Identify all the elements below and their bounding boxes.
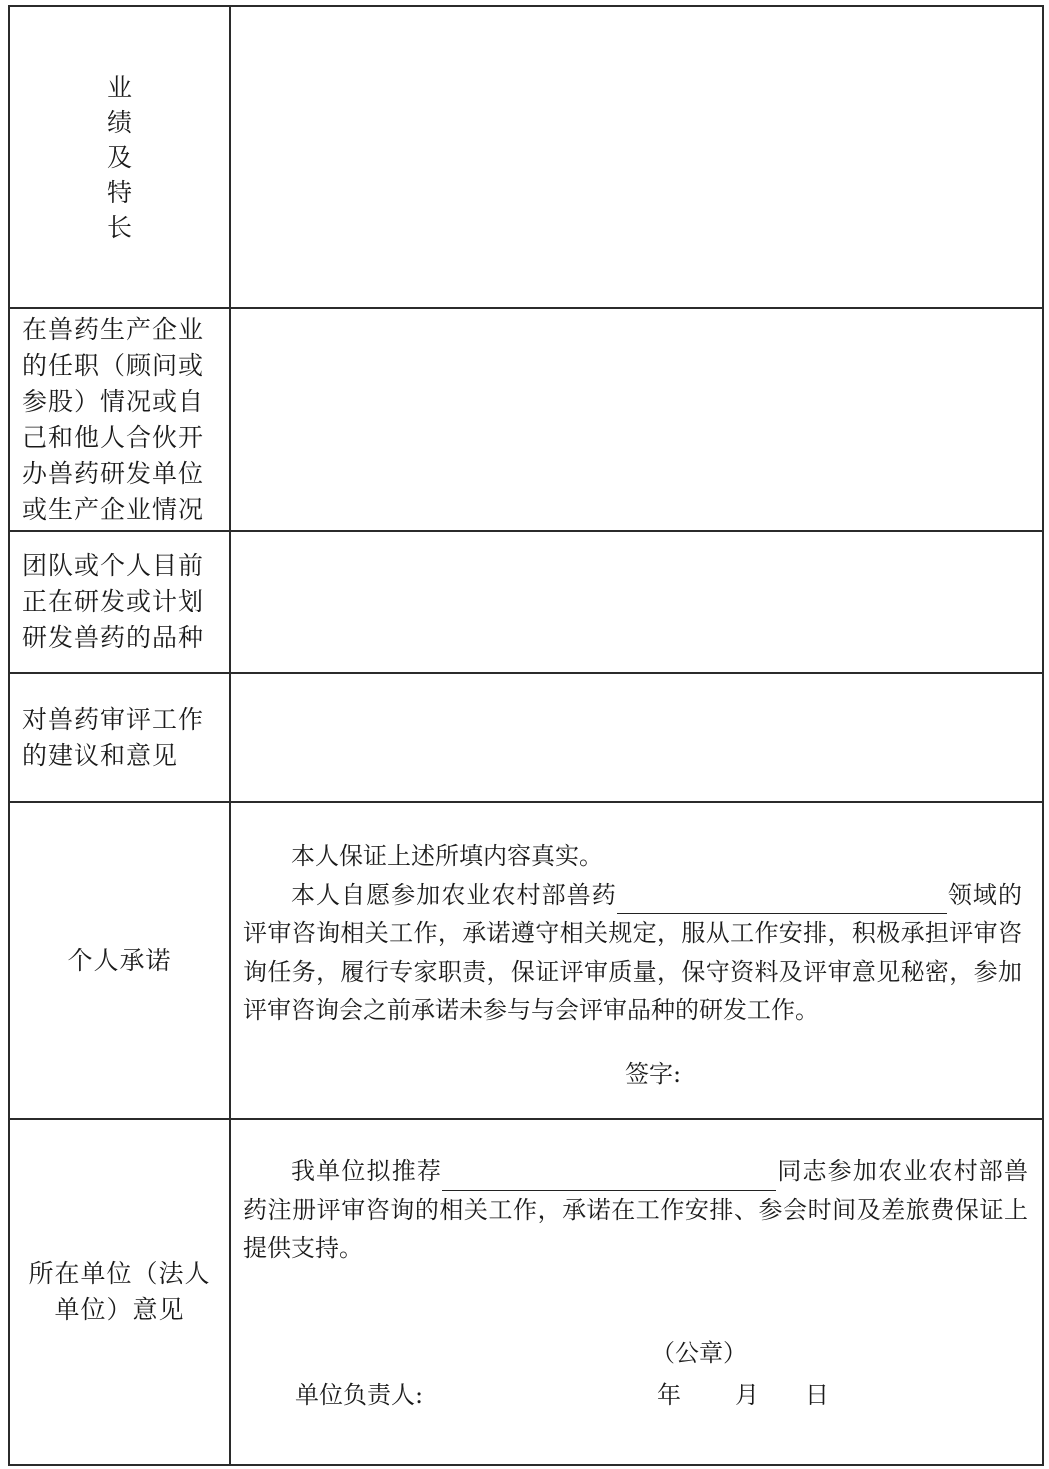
date-line	[657, 1376, 829, 1415]
label-achievements	[9, 6, 230, 308]
pledge-label: 个人承诺	[67, 945, 172, 975]
date-day-label: 日	[805, 1381, 829, 1409]
domain-blank-field[interactable]	[617, 885, 947, 914]
row-enterprise-positions	[9, 308, 1043, 531]
row-suggestions	[9, 673, 1043, 802]
row-pledge	[9, 802, 1043, 1119]
label-line: 所在单位（法人	[28, 1259, 211, 1288]
row-achievements	[9, 6, 1043, 308]
pledge-para-2-lead: 本人自愿参加农业农村部兽药	[291, 880, 617, 909]
unit-opinion-text	[243, 1152, 1028, 1268]
label-enterprise-positions	[9, 308, 230, 531]
field-enterprise-positions[interactable]	[230, 308, 1043, 531]
label-line: 团队或个人目前	[22, 551, 205, 580]
label-line: 对兽药审评工作	[22, 704, 205, 734]
unit-opinion-lead: 我单位拟推荐	[291, 1157, 443, 1185]
field-achievements[interactable]	[230, 6, 1043, 308]
label-line: 或生产企业情况	[22, 494, 205, 524]
label-char: 特	[106, 177, 132, 207]
vertical-label-achievements	[10, 70, 229, 245]
label-char: 业	[106, 72, 132, 102]
label-line: 的任职（顾问或	[22, 350, 205, 380]
seal-label: （公章）	[651, 1339, 747, 1367]
unit-opinion-rest: 同志参加农业农村部兽药注册评审咨询的相关工作，承诺在工作安排、参会时间及差旅费保证上提供支持。	[243, 1157, 1028, 1262]
label-line: 己和他人合伙开	[22, 422, 205, 452]
label-line: 研发兽药的品种	[22, 623, 205, 652]
label-research-varieties	[9, 531, 230, 673]
row-unit-opinion	[9, 1119, 1043, 1465]
label-line: 的建议和意见	[22, 740, 179, 770]
unit-head-line	[295, 1376, 423, 1415]
pledge-content	[230, 802, 1043, 1119]
label-line: 参股）情况或自	[22, 386, 205, 416]
row-research-varieties	[9, 531, 1043, 673]
pledge-para-2-rest: 领域的评审咨询相关工作，承诺遵守相关规定，服从工作安排，积极承担评审咨询任务，履行专家职责，保证评审质量，保守资料及评审意见秘密，参加评审咨询会之前承诺未参与与会评审品种的研发工作。	[243, 880, 1022, 1024]
label-unit-opinion	[9, 1119, 230, 1465]
nominee-name-blank-field[interactable]	[442, 1162, 776, 1191]
pledge-para-1: 本人保证上述所填内容真实。	[291, 842, 603, 870]
date-month-label: 月	[735, 1381, 759, 1409]
label-line: 在兽药生产企业	[22, 314, 205, 344]
label-line: 正在研发或计划	[22, 587, 205, 616]
unit-opinion-content	[230, 1119, 1043, 1465]
label-char: 及	[106, 142, 132, 172]
unit-head-label: 单位负责人:	[295, 1381, 424, 1409]
signature-line	[625, 1055, 681, 1094]
label-char: 长	[106, 212, 132, 242]
unit-opinion-para	[243, 1152, 1028, 1268]
seal-line	[651, 1334, 747, 1373]
label-line: 办兽药研发单位	[22, 458, 205, 488]
pledge-para-2	[243, 876, 1022, 1030]
label-suggestions	[9, 673, 230, 802]
pledge-text	[243, 837, 1022, 1030]
signature-label: 签字:	[625, 1060, 682, 1088]
label-line: 单位）意见	[54, 1295, 185, 1324]
label-char: 绩	[106, 107, 132, 137]
date-year-label: 年	[657, 1381, 681, 1409]
field-suggestions[interactable]	[230, 673, 1043, 802]
label-pledge	[9, 802, 230, 1119]
expert-recommendation-form	[8, 5, 1044, 1466]
field-research-varieties[interactable]	[230, 531, 1043, 673]
